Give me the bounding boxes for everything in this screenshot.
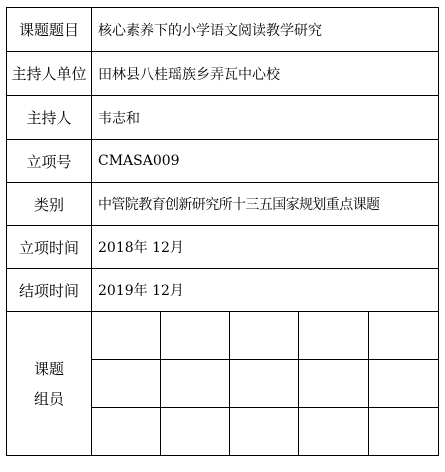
row-host-unit — [7, 52, 439, 96]
members-label — [7, 312, 92, 456]
host-value: 韦志和 — [92, 96, 439, 140]
project-info-table — [6, 7, 439, 456]
member-row-1 — [7, 312, 439, 360]
category-label: 类别 — [7, 183, 92, 226]
member-cell — [92, 360, 161, 408]
member-cell — [92, 408, 161, 456]
host-label: 主持人 — [7, 96, 92, 140]
host-unit-label: 主持人单位 — [7, 52, 92, 96]
topic-label: 课题题目 — [7, 8, 92, 52]
end-date-label: 结项时间 — [7, 269, 92, 312]
row-project-number — [7, 140, 439, 183]
host-unit-value: 田林县八桂瑶族乡弄瓦中心校 — [92, 52, 439, 96]
member-cell — [299, 312, 369, 360]
members-label-line1: 课题 — [33, 359, 64, 378]
row-category — [7, 183, 439, 226]
member-cell — [369, 408, 439, 456]
member-cell — [92, 312, 161, 360]
member-cell — [161, 408, 230, 456]
row-end-date — [7, 269, 439, 312]
category-value: 中管院教育创新研究所十三五国家规划重点课题 — [92, 183, 439, 226]
member-cell — [369, 360, 439, 408]
member-cell — [299, 360, 369, 408]
row-start-date — [7, 226, 439, 269]
start-date-value: 2018年 12月 — [92, 226, 439, 269]
member-cell — [230, 408, 299, 456]
project-number-label: 立项号 — [7, 140, 92, 183]
member-cell — [299, 408, 369, 456]
row-topic — [7, 8, 439, 52]
member-cell — [230, 360, 299, 408]
project-number-value: CMASA009 — [92, 140, 439, 183]
members-label-line2: 组员 — [33, 389, 64, 408]
end-date-value: 2019年 12月 — [92, 269, 439, 312]
member-cell — [369, 312, 439, 360]
start-date-label: 立项时间 — [7, 226, 92, 269]
member-cell — [230, 312, 299, 360]
member-cell — [161, 312, 230, 360]
topic-value: 核心素养下的小学语文阅读教学研究 — [92, 8, 439, 52]
member-cell — [161, 360, 230, 408]
row-host — [7, 96, 439, 140]
